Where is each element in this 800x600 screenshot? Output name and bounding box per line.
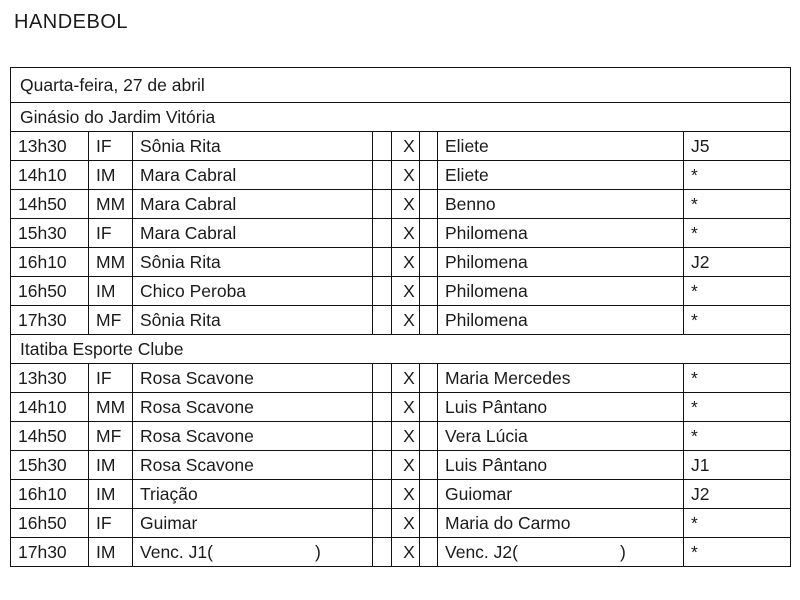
match-category-cell: IF <box>89 132 133 161</box>
match-home-team-cell: Venc. J1( ) <box>133 538 373 567</box>
match-away-team-cell: Maria Mercedes <box>438 364 684 393</box>
match-note-cell: * <box>684 364 791 393</box>
versus-x-cell: X <box>392 364 420 393</box>
match-note-cell: * <box>684 190 791 219</box>
spacer-cell <box>373 509 392 538</box>
spacer-cell <box>373 393 392 422</box>
spacer-cell <box>420 422 438 451</box>
table-row <box>11 306 791 335</box>
table-row <box>11 422 791 451</box>
match-away-team-cell: Philomena <box>438 277 684 306</box>
venue-header-cell: Ginásio do Jardim Vitória <box>11 103 791 132</box>
match-category-cell: IM <box>89 277 133 306</box>
match-away-team-cell: Philomena <box>438 248 684 277</box>
match-note-cell: * <box>684 219 791 248</box>
spacer-cell <box>420 190 438 219</box>
match-category-cell: IF <box>89 219 133 248</box>
match-home-team-cell: Rosa Scavone <box>133 422 373 451</box>
spacer-cell <box>373 219 392 248</box>
match-time-cell: 17h30 <box>11 538 89 567</box>
versus-x-cell: X <box>392 219 420 248</box>
spacer-cell <box>420 451 438 480</box>
spacer-cell <box>373 538 392 567</box>
versus-x-cell: X <box>392 190 420 219</box>
match-away-team-cell: Philomena <box>438 219 684 248</box>
spacer-cell <box>373 480 392 509</box>
match-time-cell: 16h10 <box>11 480 89 509</box>
match-note-cell: * <box>684 277 791 306</box>
match-note-cell: J2 <box>684 248 791 277</box>
match-category-cell: IF <box>89 364 133 393</box>
match-category-cell: MM <box>89 248 133 277</box>
versus-x-cell: X <box>392 480 420 509</box>
match-category-cell: MF <box>89 422 133 451</box>
table-row <box>11 538 791 567</box>
table-row <box>11 393 791 422</box>
spacer-cell <box>373 190 392 219</box>
match-category-cell: MM <box>89 190 133 219</box>
table-row <box>11 161 791 190</box>
spacer-cell <box>373 248 392 277</box>
match-category-cell: IM <box>89 480 133 509</box>
spacer-cell <box>373 422 392 451</box>
spacer-cell <box>420 219 438 248</box>
versus-x-cell: X <box>392 132 420 161</box>
table-row <box>11 219 791 248</box>
match-home-team-cell: Rosa Scavone <box>133 451 373 480</box>
match-time-cell: 17h30 <box>11 306 89 335</box>
match-home-team-cell: Triação <box>133 480 373 509</box>
match-away-team-cell: Luis Pântano <box>438 451 684 480</box>
spacer-cell <box>420 161 438 190</box>
versus-x-cell: X <box>392 538 420 567</box>
match-home-team-cell: Mara Cabral <box>133 161 373 190</box>
match-away-team-cell: Venc. J2( ) <box>438 538 684 567</box>
match-away-team-cell: Eliete <box>438 132 684 161</box>
table-row <box>11 132 791 161</box>
match-time-cell: 15h30 <box>11 451 89 480</box>
versus-x-cell: X <box>392 277 420 306</box>
table-row <box>11 451 791 480</box>
match-category-cell: MF <box>89 306 133 335</box>
match-time-cell: 13h30 <box>11 132 89 161</box>
spacer-cell <box>420 364 438 393</box>
match-category-cell: IF <box>89 509 133 538</box>
venue-header-cell: Itatiba Esporte Clube <box>11 335 791 364</box>
match-home-team-cell: Rosa Scavone <box>133 364 373 393</box>
match-time-cell: 14h50 <box>11 190 89 219</box>
match-home-team-cell: Sônia Rita <box>133 306 373 335</box>
table-row <box>11 364 791 393</box>
match-time-cell: 16h50 <box>11 509 89 538</box>
spacer-cell <box>373 364 392 393</box>
table-row <box>11 190 791 219</box>
match-category-cell: IM <box>89 538 133 567</box>
versus-x-cell: X <box>392 393 420 422</box>
spacer-cell <box>420 132 438 161</box>
table-row <box>11 103 791 132</box>
table-row <box>11 248 791 277</box>
match-note-cell: * <box>684 161 791 190</box>
table-row <box>11 509 791 538</box>
table-row <box>11 335 791 364</box>
spacer-cell <box>420 306 438 335</box>
spacer-cell <box>373 277 392 306</box>
versus-x-cell: X <box>392 451 420 480</box>
match-home-team-cell: Guimar <box>133 509 373 538</box>
spacer-cell <box>420 480 438 509</box>
match-time-cell: 14h50 <box>11 422 89 451</box>
match-home-team-cell: Rosa Scavone <box>133 393 373 422</box>
match-away-team-cell: Philomena <box>438 306 684 335</box>
match-home-team-cell: Mara Cabral <box>133 190 373 219</box>
spacer-cell <box>373 306 392 335</box>
match-note-cell: * <box>684 538 791 567</box>
match-home-team-cell: Sônia Rita <box>133 248 373 277</box>
match-away-team-cell: Eliete <box>438 161 684 190</box>
match-note-cell: * <box>684 393 791 422</box>
versus-x-cell: X <box>392 248 420 277</box>
match-time-cell: 15h30 <box>11 219 89 248</box>
match-note-cell: J5 <box>684 132 791 161</box>
match-time-cell: 16h10 <box>11 248 89 277</box>
spacer-cell <box>420 509 438 538</box>
spacer-cell <box>373 451 392 480</box>
table-row <box>11 68 791 103</box>
match-home-team-cell: Chico Peroba <box>133 277 373 306</box>
match-home-team-cell: Mara Cabral <box>133 219 373 248</box>
match-time-cell: 14h10 <box>11 161 89 190</box>
match-time-cell: 14h10 <box>11 393 89 422</box>
spacer-cell <box>420 277 438 306</box>
spacer-cell <box>420 538 438 567</box>
match-category-cell: MM <box>89 393 133 422</box>
match-away-team-cell: Maria do Carmo <box>438 509 684 538</box>
match-note-cell: * <box>684 306 791 335</box>
versus-x-cell: X <box>392 306 420 335</box>
spacer-cell <box>373 132 392 161</box>
versus-x-cell: X <box>392 161 420 190</box>
match-note-cell: * <box>684 422 791 451</box>
match-category-cell: IM <box>89 451 133 480</box>
versus-x-cell: X <box>392 509 420 538</box>
match-note-cell: * <box>684 509 791 538</box>
table-row <box>11 277 791 306</box>
spacer-cell <box>373 161 392 190</box>
versus-x-cell: X <box>392 422 420 451</box>
match-away-team-cell: Guiomar <box>438 480 684 509</box>
match-category-cell: IM <box>89 161 133 190</box>
match-time-cell: 16h50 <box>11 277 89 306</box>
match-note-cell: J1 <box>684 451 791 480</box>
spacer-cell <box>420 248 438 277</box>
match-home-team-cell: Sônia Rita <box>133 132 373 161</box>
match-away-team-cell: Luis Pântano <box>438 393 684 422</box>
match-note-cell: J2 <box>684 480 791 509</box>
match-time-cell: 13h30 <box>11 364 89 393</box>
match-away-team-cell: Benno <box>438 190 684 219</box>
date-header-cell: Quarta-feira, 27 de abril <box>11 68 791 103</box>
handball-schedule-table <box>10 67 791 567</box>
page-title: HANDEBOL <box>14 11 129 33</box>
spacer-cell <box>420 393 438 422</box>
table-row <box>11 480 791 509</box>
match-away-team-cell: Vera Lúcia <box>438 422 684 451</box>
